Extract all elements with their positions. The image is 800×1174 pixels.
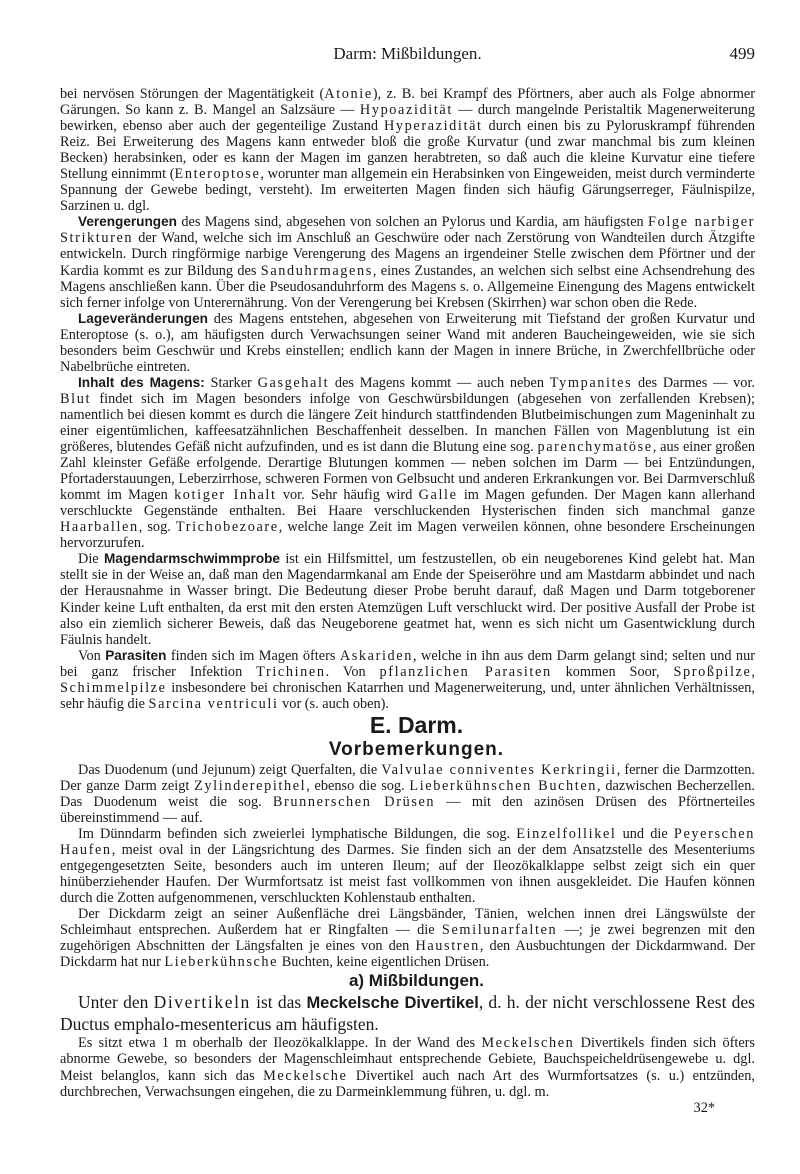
paragraph-stomach-stenosis: Verengerungen des Magens sind, abgesehen von solchen an Pylorus und Kardia, am häufigsten Folge narbiger Strikturen der Wand, welche sich im Anschluß an Geschwüre oder nach Zerstörung von Wandteilen durch Ätzgifte entwickeln. Durch ringförmige narbige Verengerung des Magens an irgendeiner Stelle zwischen dem Pförtner und der Kardia kommt es zur Bildung des Sanduhrmagens, eines Zustandes, an welchen sich selbst eine Achsendrehung des Magens anschließen kann. Über die Pseudosanduhrform des Magens s. o. Allgemeine Einengung des Magens entwickelt sich ferner infolge von Unterernährung. Von der Verengerung bei Krebsen (Skirrhen) war schon oben die Rede. (60, 214, 755, 311)
page-number: 499 (729, 44, 755, 63)
page-header (60, 44, 755, 68)
paragraph-lead-diverticula: Unter den Divertikeln ist das Meckelsche Divertikel, d. h. der nicht verschlossene Rest des Ductus emphalo-mesentericus am häufigsten. (60, 992, 755, 1035)
paragraph-small-intestine: Im Dünndarm befinden sich zweierlei lymphatische Bildungen, die sog. Einzelfollikel und die Peyerschen Haufen, meist oval in der Längsrichtung des Darmes. Sie finden sich an der dem Ansatzstelle des Mesenteriums entgegengesetzten Seite, besonders auch im unteren Ileum; auf der Ileozökalklappe selbst zeigt sich ein quer hinüberziehender Haufen. Der Wurmfortsatz ist meist fast vollkommen von ihnen ausgekleidet. Die Haufen können durch die Zotten aufgenommenen, verschluckten Kohlenstaub enthalten. (60, 826, 755, 907)
paragraph-swim-test: Die Magendarmschwimmprobe ist ein Hilfsmittel, um festzustellen, ob ein neugeborenes Kind gelebt hat. Man stellt sie in der Weise an, daß man den Magendarmkanal am Ende der Speiseröhre und am Mastdarm abbindet und nach der Herausnahme in Wasser bringt. Die Bedeutung dieser Probe beruht darauf, daß Magen und Darm totgeborener Kinder keine Luft enthalten, da erst mit den ersten Atemzügen Luft verschluckt wird. Der positive Ausfall der Probe ist also ein ziemlich sicherer Beweis, daß das Neugeborene geatmet hat, wenn es sich nicht um Gasentwicklung durch Fäulnis handelt. (60, 551, 755, 648)
paragraph-stomach-dilation: bei nervösen Störungen der Magentätigkeit (Atonie), z. B. bei Krampf des Pförtners, aber auch als Folge abnormer Gärungen. So kann z. B. Mangel an Salzsäure — Hypoazidität — durch mangelnde Peristaltik Magenerweiterung bewirken, ebenso aber auch der gegenteilige Zustand Hyperazidität durch einen bis zu Pyloruskrampf führenden Reiz. Bei Erweiterung des Magens kann entweder bloß die große Kurvatur (und zwar manchmal bis zum kleinen Becken) herabsinken, oder es kann der Magen im ganzen herabtreten, so daß auch die kleine Kurvatur eine tiefere Stellung einnimmt (Enteroptose, worunter man allgemein ein Herabsinken von Eingeweiden, meist durch verminderte Spannung der Gewebe bedingt, versteht). Im erweiterten Magen finden sich häufig Gärungserreger, Fäulnispilze, Sarzinen u. dgl. (60, 86, 755, 215)
paragraph-meckel: Es sitzt etwa 1 m oberhalb der Ileozökalklappe. In der Wand des Meckelschen Divertikels finden sich öfters abnorme Gewebe, so besonders der Magenschleimhaut entsprechende Gebiete, Bauchspeicheldrüsengewebe u. dgl. Meist belanglos, kann sich das Meckelsche Divertikel auch nach Art des Wurmfortsatzes (s. u.) entzünden, durchbrechen, Verwachsungen eingehen, die zu Darmeinklemmung führen, u. dgl. m. (60, 1035, 755, 1100)
paragraph-duodenum: Das Duodenum (und Jejunum) zeigt Querfalten, die Valvulae conniventes Kerkringii, ferner die Darmzotten. Der ganze Darm zeigt Zylinderepithel, ebenso die sog. Lieberkühnschen Buchten, dazwischen Becherzellen. Das Duodenum weist die sog. Brunnerschen Drüsen — mit den azinösen Drüsen des Pförtnerteiles übereinstimmend — auf. (60, 761, 755, 826)
paragraph-stomach-position: Lageveränderungen des Magens entstehen, abgesehen von Erweiterung mit Tiefstand der großen Kurvatur und Enteroptose (s. o.), am häufigsten durch Verwachsungen seiner Wand mit anderen Baucheingeweiden, wie sie sich besonders beim Geschwür und Krebs einstellen; endlich kann der Magen in innere Brüche, in Zwerchfellbrüche oder Nabelbrüche eintreten. (60, 310, 755, 375)
page-body (60, 86, 755, 1116)
paragraph-large-intestine: Der Dickdarm zeigt an seiner Außenfläche drei Längsbänder, Tänien, welchen innen drei Längswülste der Schleimhaut entsprechen. Außerdem hat er Ringfalten — die Semilunarfalten —; je zwei begrenzen mit den zugehörigen Abschnitten der Längsfalten je eines von den Haustren, den Ausbuchtungen der Dickdarmwand. Der Dickdarm hat nur Lieberkühnsche Buchten, keine eigentlichen Drüsen. (60, 906, 756, 971)
section-heading: E. Darm. (369, 711, 464, 738)
subsection-heading: Vorbemerkungen. (328, 738, 505, 760)
subsection-a-heading: a) Mißbildungen. (348, 971, 485, 991)
paragraph-parasites: Von Parasiten finden sich im Magen öfters Askariden, welche in ihn aus dem Darm gelangt sind; selten und nur bei ganz frischer Infektion Trichinen. Von pflanzlichen Parasiten kommen Soor, Sproßpilze, Schimmelpilze insbesondere bei chronischen Katarrhen und Magenerweiterung, und, unter ähnlichen Verhältnissen, sehr häufig die Sarcina ventriculi vor (s. auch oben). (60, 647, 755, 712)
signature-mark: 32* (693, 1099, 715, 1116)
paragraph-stomach-contents: Inhalt des Magens: Starker Gasgehalt des Magens kommt — auch neben Tympanites des Darmes — vor. Blut findet sich im Magen besonders infolge von Geschwürsbildungen (abgesehen von zerfallenden Krebsen); namentlich bei diesen kommt es durch die längere Zeit hindurch stattfindenden Blutbeimischungen zum Mageninhalt zu einer eigentümlichen, kaffeesatzähnlichen Beschaffenheit desselben. In manchen Fällen von Magenblutung ist ein größeres, blutendes Gefäß nicht aufzufinden, und es ist dann die Blutung eine sog. parenchymatöse, aus einer großen Zahl kleinster Gefäße erfolgende. Derartige Blutungen kommen — neben solchen im Darm — bei Entzündungen, Pfortaderstauungen, Leberzirrhose, schweren Formen von Gelbsucht und anderen Erkrankungen vor. Bei Darmverschluß kommt im Magen kotiger Inhalt vor. Sehr häufig wird Galle im Magen gefunden. Der Magen kann allerhand verschluckte Gegenstände enthalten. Bei Haare verschluckenden Hysterischen finden sich manchmal ganze Haarballen, sog. Trichobezoare, welche lange Zeit im Magen verweilen können, ohne besondere Erscheinungen hervorzurufen. (60, 374, 755, 552)
running-title: Darm: Mißbildungen. (333, 44, 482, 63)
